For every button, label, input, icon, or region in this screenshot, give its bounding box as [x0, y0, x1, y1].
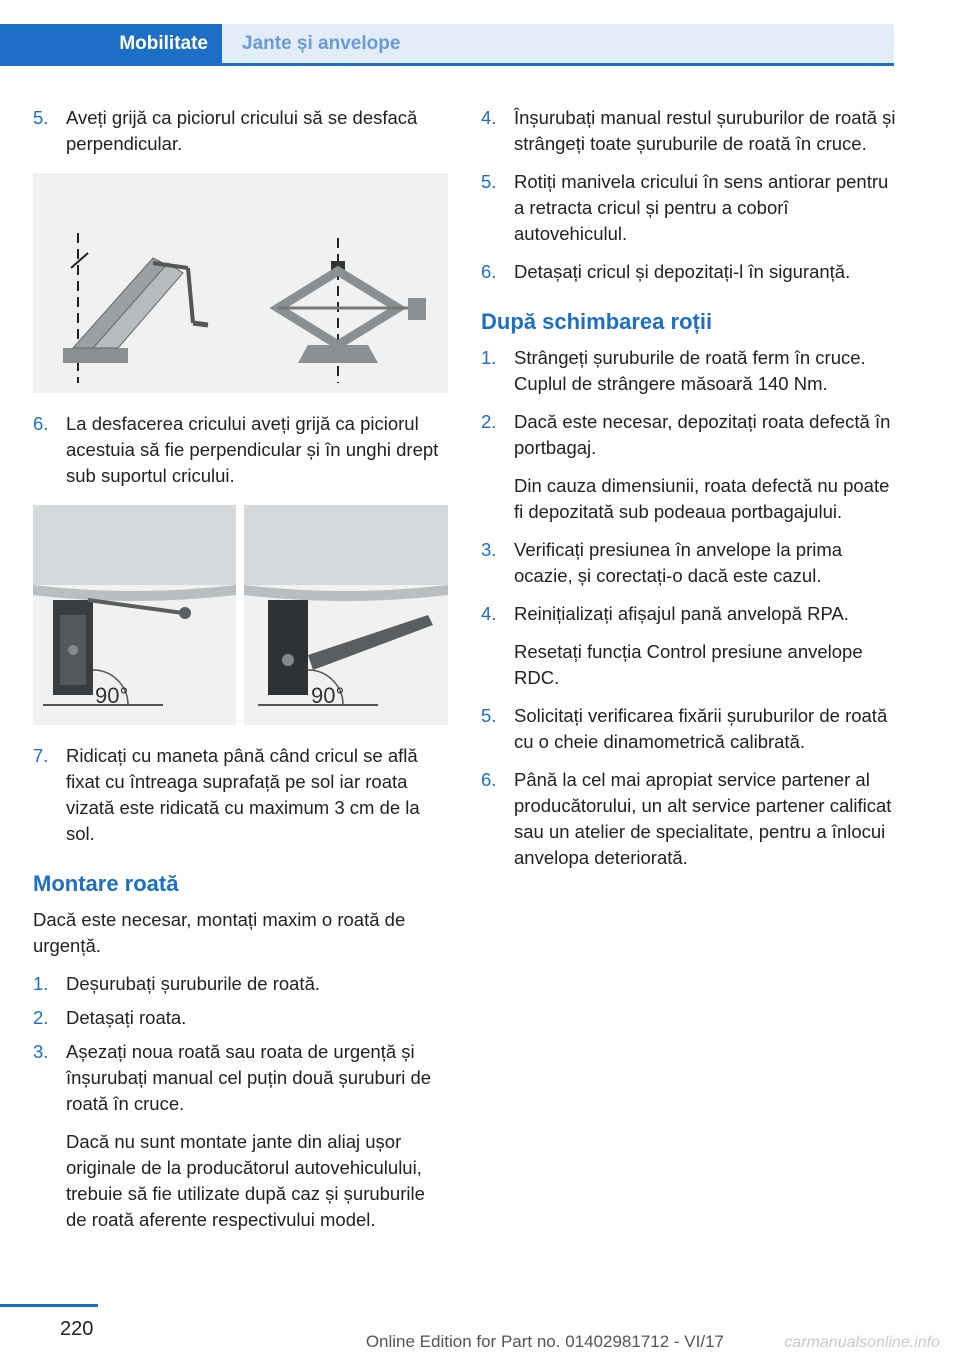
step-text: Rotiți manivela cricului în sens antiorar pentru a retracta cricul și pentru a coborî autovehiculul. [514, 171, 889, 244]
mount-intro: Dacă este necesar, montați maxim o roată de urgență. [33, 909, 406, 956]
step-text: Până la cel mai apropiat service partener al producătorului, un alt service partener calificat sau un atelier de specialitate, pentru a înlocui anvelopa deteriorată. [514, 769, 892, 868]
step-number: 3. [33, 1041, 49, 1062]
step-6 [33, 411, 448, 489]
jack-perpendicular-illustration [33, 173, 448, 393]
step-number: 1. [481, 347, 497, 368]
step-text: Verificați presiunea în anvelope la prima ocazie, și corectați-o dacă este cazul. [514, 539, 843, 586]
step-text: Detașați roata. [66, 1007, 187, 1028]
chapter-label: Mobilitate [119, 32, 208, 54]
step-text: Detașați cricul și depozitați-l în siguranță. [514, 261, 851, 282]
mount-step-2 [33, 1005, 448, 1031]
step-5 [33, 105, 448, 157]
after-step-4-note: Resetați funcția Control presiune anvelope RDC. [514, 641, 863, 688]
after-step-2-note: Din cauza dimensiunii, roata defectă nu poate fi depozitată sub podeaua portbagajului. [514, 475, 890, 522]
step-number: 2. [481, 411, 497, 432]
after-step-3 [481, 537, 896, 589]
chapter-tab [0, 24, 222, 63]
step-text: Reinițializați afișajul pană anvelopă RPA. [514, 603, 849, 624]
step-number: 7. [33, 745, 49, 766]
watermark: carmanualsonline.info [784, 1334, 940, 1351]
step-text: Strângeți șuruburile de roată ferm în cruce. Cuplul de strângere măsoară 140 Nm. [514, 347, 866, 394]
after-step-4 [481, 601, 896, 627]
step-text: Așezați noua roată sau roata de urgență și înșurubați manual cel puțin două șuruburi de roată în cruce. [66, 1041, 432, 1114]
step-number: 1. [33, 973, 49, 994]
step-text: Ridicați cu maneta până când cricul se află fixat cu întreaga suprafață pe sol iar roata vizată este ridicată cu maximum 3 cm de la sol. [66, 745, 420, 844]
angle-label-right: 90° [311, 683, 345, 708]
step-number: 5. [33, 107, 49, 128]
mount-step-3-note: Dacă nu sunt montate jante din aliaj ușor originale de la producătorul autovehiculului, trebuie să fie utilizate după caz și șuruburile de roată aferente respectivului model. [66, 1131, 425, 1230]
step-text: Deșurubați șuruburile de roată. [66, 973, 321, 994]
footer-rule [0, 1304, 98, 1307]
step-number: 3. [481, 539, 497, 560]
cont-step-6 [481, 259, 896, 285]
step-text: Înșurubați manual restul șuruburilor de roată și strângeți toate șuruburile de roată în cruce. [514, 107, 896, 154]
cont-step-4 [481, 105, 896, 157]
after-step-1 [481, 345, 896, 397]
step-number: 2. [33, 1007, 49, 1028]
step-text: Dacă este necesar, depozitați roata defectă în portbagaj. [514, 411, 891, 458]
section-label: Jante și anvelope [242, 32, 401, 54]
jack-under-sill-illustration [33, 505, 448, 725]
edition-info: Online Edition for Part no. 01402981712 - VI/17 [365, 1332, 724, 1351]
right-column [481, 105, 896, 883]
step-number: 5. [481, 171, 497, 192]
cont-step-5 [481, 169, 896, 247]
step-7 [33, 743, 448, 847]
left-column [33, 105, 448, 1245]
section-title-after-change: După schimbarea roții [481, 309, 713, 334]
step-number: 6. [481, 769, 497, 790]
after-step-6 [481, 767, 896, 871]
after-step-2 [481, 409, 896, 461]
step-number: 4. [481, 107, 497, 128]
jack-sill-svg [33, 505, 448, 725]
page-header [0, 0, 960, 64]
step-text: Solicitați verificarea fixării șuruburilor de roată cu o cheie dinamometrică calibrată. [514, 705, 888, 752]
header-rule [0, 63, 894, 66]
jack-illustration-svg [33, 173, 448, 393]
step-text: Aveți grijă ca piciorul cricului să se desfacă perpendicular. [66, 107, 418, 154]
step-text: La desfacerea cricului aveți grijă ca piciorul acestuia să fie perpendicular și în unghi drept sub suportul cricului. [66, 413, 439, 486]
section-title-mount: Montare roată [33, 871, 179, 896]
step-number: 6. [33, 413, 49, 434]
page-number: 220 [60, 1318, 94, 1340]
step-number: 6. [481, 261, 497, 282]
mount-step-3 [33, 1039, 448, 1117]
step-number: 5. [481, 705, 497, 726]
angle-label-left: 90° [95, 683, 129, 708]
step-number: 4. [481, 603, 497, 624]
section-tab [222, 24, 894, 63]
after-step-5 [481, 703, 896, 755]
mount-step-1 [33, 971, 448, 997]
